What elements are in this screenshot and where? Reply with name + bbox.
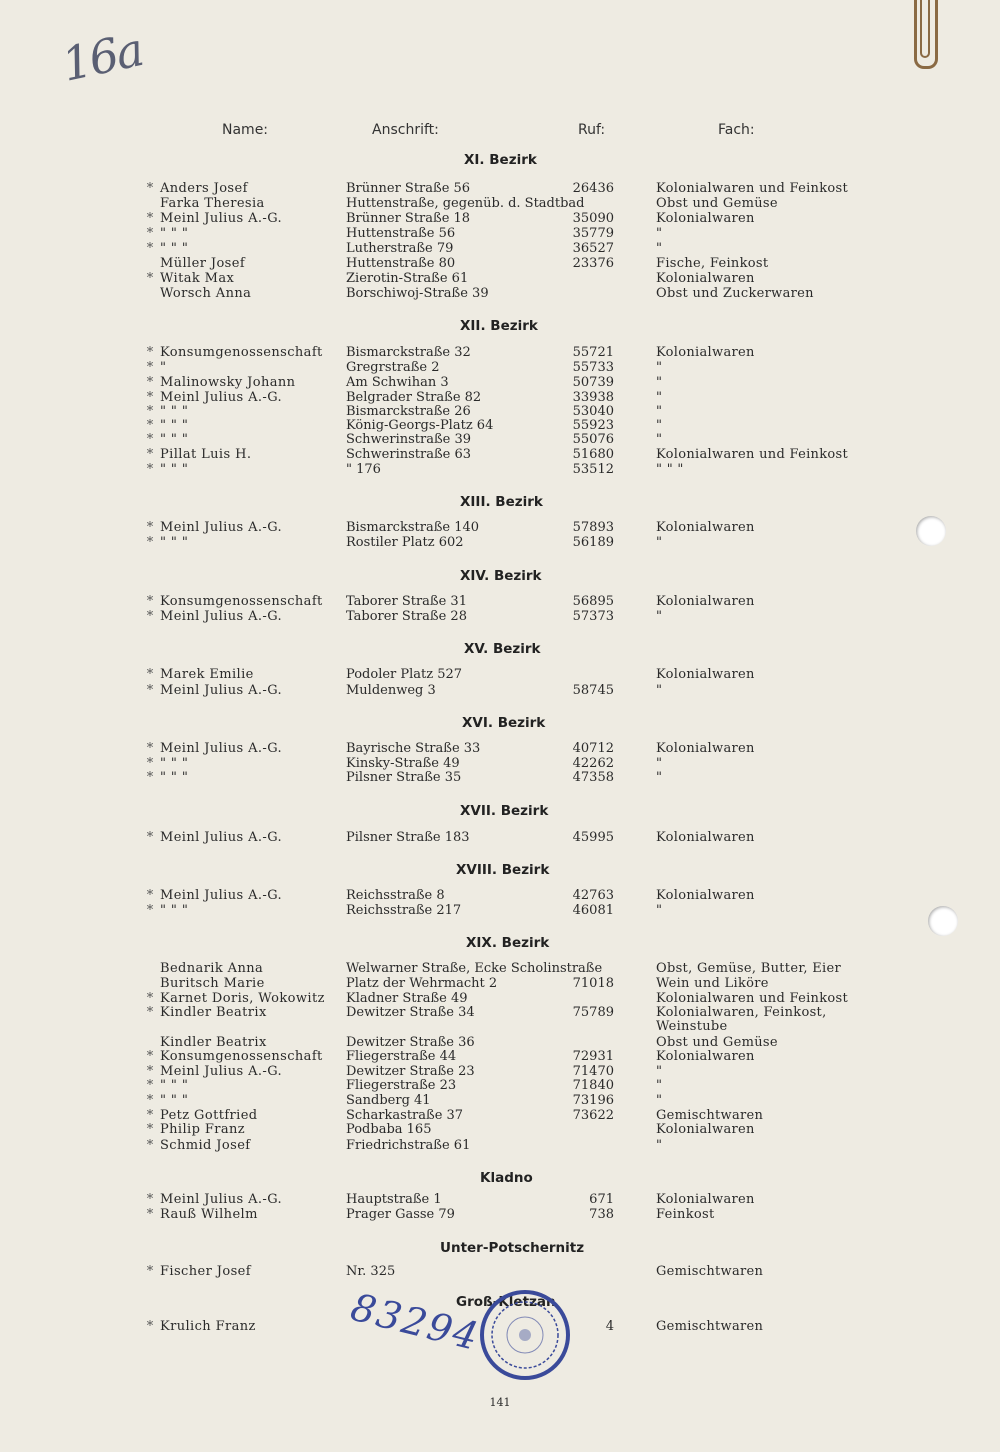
entry-name: " " " xyxy=(160,226,189,241)
entry-address: Platz der Wehrmacht 2 xyxy=(346,976,498,991)
entry-trade: Gemischtwaren xyxy=(656,1264,764,1279)
entry-trade: " xyxy=(656,1078,663,1093)
entry-trade: " " " xyxy=(656,462,684,477)
entry-name: Bednarik Anna xyxy=(160,961,264,976)
entry-trade: " xyxy=(656,418,663,433)
entry-address: Borschiwoj-Straße 39 xyxy=(346,286,489,301)
entry-name: Kindler Beatrix xyxy=(160,1035,267,1050)
entry-address: Bismarckstraße 32 xyxy=(346,345,471,360)
page-number: 141 xyxy=(489,1396,511,1409)
asterisk-mark: * xyxy=(146,241,154,256)
asterisk-mark: * xyxy=(146,271,154,286)
asterisk-mark: * xyxy=(146,432,154,447)
asterisk-mark: * xyxy=(146,609,154,624)
directory-row xyxy=(0,1138,1000,1153)
directory-row xyxy=(0,1264,1000,1279)
entry-name: Krulich Franz xyxy=(160,1319,256,1334)
asterisk-mark: * xyxy=(146,756,154,771)
entry-phone: 53040 xyxy=(572,404,614,419)
entry-trade: Obst und Gemüse xyxy=(656,196,778,211)
entry-phone: 36527 xyxy=(572,241,614,256)
entry-phone: 46081 xyxy=(572,903,614,918)
section-title: XI. Bezirk xyxy=(464,152,537,168)
entry-address: Kladner Straße 49 xyxy=(346,991,468,1006)
entry-name: Konsumgenossenschaft xyxy=(160,1049,323,1064)
asterisk-mark: * xyxy=(146,404,154,419)
directory-row xyxy=(0,1108,1000,1123)
entry-phone: 55733 xyxy=(572,360,614,375)
entry-address: Huttenstraße, gegenüb. d. Stadtbad xyxy=(346,196,585,211)
directory-row xyxy=(0,683,1000,698)
entry-trade: Kolonialwaren xyxy=(656,271,755,286)
entry-phone: 55721 xyxy=(572,345,614,360)
entry-trade: Feinkost xyxy=(656,1207,715,1222)
entry-trade: " xyxy=(656,390,663,405)
directory-row xyxy=(0,256,1000,271)
entry-name: Meinl Julius A.-G. xyxy=(160,1192,283,1207)
entry-name: Petz Gottfried xyxy=(160,1108,258,1123)
paper-clip-inner-icon xyxy=(920,0,930,58)
entry-trade: Obst und Gemüse xyxy=(656,1035,778,1050)
entry-address: Am Schwihan 3 xyxy=(346,375,449,390)
entry-phone: 42763 xyxy=(572,888,614,903)
directory-row xyxy=(0,594,1000,609)
entry-address: Lutherstraße 79 xyxy=(346,241,454,256)
directory-row xyxy=(0,432,1000,447)
entry-trade: Gemischtwaren xyxy=(656,1108,764,1123)
entry-trade: Kolonialwaren, Feinkost, xyxy=(656,1005,827,1020)
entry-trade: Kolonialwaren xyxy=(656,1049,755,1064)
directory-row xyxy=(0,830,1000,845)
entry-address: Friedrichstraße 61 xyxy=(346,1138,471,1153)
asterisk-mark: * xyxy=(146,1122,154,1137)
asterisk-mark: * xyxy=(146,375,154,390)
asterisk-mark: * xyxy=(146,1093,154,1108)
asterisk-mark: * xyxy=(146,1078,154,1093)
directory-row xyxy=(0,1078,1000,1093)
entry-address: Podbaba 165 xyxy=(346,1122,432,1137)
entry-name: Meinl Julius A.-G. xyxy=(160,683,283,698)
entry-phone: 71470 xyxy=(572,1064,614,1079)
entry-trade: Gemischtwaren xyxy=(656,1319,764,1334)
asterisk-mark: * xyxy=(146,770,154,785)
entry-address: " 176 xyxy=(346,462,381,477)
entry-trade: " xyxy=(656,241,663,256)
directory-row xyxy=(0,976,1000,991)
entry-name: Malinowsky Johann xyxy=(160,375,296,390)
entry-phone: 51680 xyxy=(572,447,614,462)
entry-trade: Kolonialwaren xyxy=(656,520,755,535)
asterisk-mark: * xyxy=(146,1138,154,1153)
directory-row xyxy=(0,1005,1000,1020)
section-title: XIV. Bezirk xyxy=(460,568,542,584)
entry-phone: 73196 xyxy=(572,1093,614,1108)
entry-trade: Kolonialwaren xyxy=(656,888,755,903)
entry-phone: 47358 xyxy=(572,770,614,785)
entry-phone: 26436 xyxy=(572,181,614,196)
entry-phone: 56189 xyxy=(572,535,614,550)
header-phone: Ruf: xyxy=(578,122,606,138)
entry-phone: 55076 xyxy=(572,432,614,447)
directory-row xyxy=(0,756,1000,771)
entry-address: Prager Gasse 79 xyxy=(346,1207,455,1222)
asterisk-mark: * xyxy=(146,462,154,477)
entry-phone: 55923 xyxy=(572,418,614,433)
asterisk-mark: * xyxy=(146,226,154,241)
entry-trade: Wein und Liköre xyxy=(656,976,769,991)
entry-address: Sandberg 41 xyxy=(346,1093,431,1108)
entry-trade: " xyxy=(656,404,663,419)
entry-name: " xyxy=(160,360,167,375)
entry-address: Fliegerstraße 23 xyxy=(346,1078,457,1093)
directory-row xyxy=(0,345,1000,360)
entry-name: Konsumgenossenschaft xyxy=(160,594,323,609)
entry-name: " " " xyxy=(160,404,189,419)
asterisk-mark: * xyxy=(146,683,154,698)
directory-row xyxy=(0,404,1000,419)
entry-name: " " " xyxy=(160,241,189,256)
header-trade: Fach: xyxy=(718,122,755,138)
directory-row xyxy=(0,241,1000,256)
directory-row xyxy=(0,888,1000,903)
asterisk-mark: * xyxy=(146,903,154,918)
entry-trade: Obst und Zuckerwaren xyxy=(656,286,814,301)
entry-name: Marek Emilie xyxy=(160,667,254,682)
handwritten-note: 16a xyxy=(57,22,147,92)
entry-trade: " xyxy=(656,770,663,785)
asterisk-mark: * xyxy=(146,211,154,226)
directory-row xyxy=(0,520,1000,535)
entry-name: Meinl Julius A.-G. xyxy=(160,830,283,845)
entry-trade: " xyxy=(656,432,663,447)
entry-phone: 75789 xyxy=(572,1005,614,1020)
entry-name: Witak Max xyxy=(160,271,235,286)
entry-name: " " " xyxy=(160,432,189,447)
asterisk-mark: * xyxy=(146,181,154,196)
entry-trade: " xyxy=(656,375,663,390)
directory-row xyxy=(0,462,1000,477)
entry-phone: 57373 xyxy=(572,609,614,624)
entry-name: Buritsch Marie xyxy=(160,976,265,991)
entry-address: Fliegerstraße 44 xyxy=(346,1049,457,1064)
entry-trade: Kolonialwaren und Feinkost xyxy=(656,447,849,462)
entry-name: Müller Josef xyxy=(160,256,246,271)
entry-phone: 671 xyxy=(589,1192,614,1207)
entry-address: Scharkastraße 37 xyxy=(346,1108,464,1123)
asterisk-mark: * xyxy=(146,535,154,550)
entry-address: Dewitzer Straße 36 xyxy=(346,1035,475,1050)
directory-row xyxy=(0,360,1000,375)
entry-address: Pilsner Straße 35 xyxy=(346,770,462,785)
asterisk-mark: * xyxy=(146,447,154,462)
directory-row xyxy=(0,1122,1000,1137)
asterisk-mark: * xyxy=(146,1005,154,1020)
asterisk-mark: * xyxy=(146,345,154,360)
asterisk-mark: * xyxy=(146,1207,154,1222)
entry-phone: 57893 xyxy=(572,520,614,535)
asterisk-mark: * xyxy=(146,1264,154,1279)
directory-row xyxy=(0,535,1000,550)
asterisk-mark: * xyxy=(146,520,154,535)
entry-address: Huttenstraße 56 xyxy=(346,226,456,241)
entry-address: Brünner Straße 56 xyxy=(346,181,471,196)
entry-address: Taborer Straße 28 xyxy=(346,609,467,624)
entry-address: Dewitzer Straße 23 xyxy=(346,1064,475,1079)
entry-name: Meinl Julius A.-G. xyxy=(160,520,283,535)
directory-row xyxy=(0,447,1000,462)
entry-trade: " xyxy=(656,226,663,241)
asterisk-mark: * xyxy=(146,1108,154,1123)
entry-name: Karnet Doris, Wokowitz xyxy=(160,991,325,1006)
asterisk-mark: * xyxy=(146,1064,154,1079)
directory-row xyxy=(0,375,1000,390)
entry-name: Worsch Anna xyxy=(160,286,252,301)
asterisk-mark: * xyxy=(146,418,154,433)
entry-address: Reichsstraße 217 xyxy=(346,903,462,918)
entry-trade: Kolonialwaren xyxy=(656,830,755,845)
entry-name: Konsumgenossenschaft xyxy=(160,345,323,360)
entry-address: Kinsky-Straße 49 xyxy=(346,756,460,771)
entry-name: Philip Franz xyxy=(160,1122,246,1137)
entry-trade: " xyxy=(656,360,663,375)
entry-address: Schwerinstraße 39 xyxy=(346,432,472,447)
entry-trade: Kolonialwaren und Feinkost xyxy=(656,181,849,196)
entry-address: Muldenweg 3 xyxy=(346,683,436,698)
entry-address: Welwarner Straße, Ecke Scholinstraße xyxy=(346,961,603,976)
entry-trade: Weinstube xyxy=(656,1019,728,1034)
section-title: XIX. Bezirk xyxy=(466,935,550,951)
entry-name: Meinl Julius A.-G. xyxy=(160,211,283,226)
directory-row xyxy=(0,1064,1000,1079)
entry-trade: Obst, Gemüse, Butter, Eier xyxy=(656,961,842,976)
entry-trade: " xyxy=(656,1093,663,1108)
entry-name: Kindler Beatrix xyxy=(160,1005,267,1020)
entry-phone: 35779 xyxy=(572,226,614,241)
section-title: XVII. Bezirk xyxy=(460,803,549,819)
entry-trade: Fische, Feinkost xyxy=(656,256,769,271)
directory-row xyxy=(0,1019,1000,1034)
entry-trade: Kolonialwaren xyxy=(656,1122,755,1137)
asterisk-mark: * xyxy=(146,1192,154,1207)
entry-trade: " xyxy=(656,609,663,624)
stamp-number: 83294 xyxy=(346,1284,485,1360)
entry-address: Bayrische Straße 33 xyxy=(346,741,481,756)
asterisk-mark: * xyxy=(146,1319,154,1334)
entry-name: Meinl Julius A.-G. xyxy=(160,888,283,903)
entry-name: " " " xyxy=(160,770,189,785)
directory-row xyxy=(0,667,1000,682)
section-title: XVI. Bezirk xyxy=(462,715,546,731)
asterisk-mark: * xyxy=(146,991,154,1006)
directory-row xyxy=(0,741,1000,756)
entry-name: Rauß Wilhelm xyxy=(160,1207,258,1222)
entry-phone: 53512 xyxy=(572,462,614,477)
entry-trade: Kolonialwaren xyxy=(656,1192,755,1207)
entry-phone: 56895 xyxy=(572,594,614,609)
entry-address: Hauptstraße 1 xyxy=(346,1192,442,1207)
entry-address: Rostiler Platz 602 xyxy=(346,535,464,550)
entry-address: Reichsstraße 8 xyxy=(346,888,445,903)
entry-name: Anders Josef xyxy=(160,181,248,196)
asterisk-mark: * xyxy=(146,390,154,405)
section-title: XVIII. Bezirk xyxy=(456,862,550,878)
entry-name: Schmid Josef xyxy=(160,1138,251,1153)
entry-name: Meinl Julius A.-G. xyxy=(160,390,283,405)
section-title: XIII. Bezirk xyxy=(460,494,543,510)
entry-phone: 23376 xyxy=(572,256,614,271)
entry-name: Pillat Luis H. xyxy=(160,447,252,462)
entry-address: Zierotin-Straße 61 xyxy=(346,271,469,286)
entry-phone: 4 xyxy=(605,1319,614,1334)
entry-trade: " xyxy=(656,756,663,771)
entry-phone: 73622 xyxy=(572,1108,614,1123)
entry-trade: " xyxy=(656,1138,663,1153)
entry-trade: Kolonialwaren xyxy=(656,211,755,226)
directory-row xyxy=(0,1207,1000,1222)
asterisk-mark: * xyxy=(146,830,154,845)
asterisk-mark: * xyxy=(146,594,154,609)
entry-trade: " xyxy=(656,1064,663,1079)
entry-address: Brünner Straße 18 xyxy=(346,211,471,226)
directory-row xyxy=(0,390,1000,405)
entry-address: Taborer Straße 31 xyxy=(346,594,467,609)
directory-row xyxy=(0,1035,1000,1050)
entry-address: Nr. 325 xyxy=(346,1264,396,1279)
entry-trade: " xyxy=(656,903,663,918)
entry-address: Podoler Platz 527 xyxy=(346,667,463,682)
section-title: XII. Bezirk xyxy=(460,318,538,334)
directory-row xyxy=(0,196,1000,211)
entry-name: " " " xyxy=(160,462,189,477)
entry-phone: 35090 xyxy=(572,211,614,226)
entry-phone: 33938 xyxy=(572,390,614,405)
section-title: XV. Bezirk xyxy=(464,641,541,657)
directory-row xyxy=(0,418,1000,433)
entry-trade: Kolonialwaren xyxy=(656,594,755,609)
directory-row xyxy=(0,609,1000,624)
directory-row xyxy=(0,181,1000,196)
directory-row xyxy=(0,961,1000,976)
entry-trade: " xyxy=(656,683,663,698)
section-title: Unter-Potschernitz xyxy=(440,1240,585,1256)
entry-name: Fischer Josef xyxy=(160,1264,251,1279)
directory-row xyxy=(0,1049,1000,1064)
entry-name: " " " xyxy=(160,1078,189,1093)
entry-phone: 42262 xyxy=(572,756,614,771)
entry-trade: Kolonialwaren xyxy=(656,741,755,756)
entry-address: Belgrader Straße 82 xyxy=(346,390,482,405)
entry-name: Farka Theresia xyxy=(160,196,265,211)
entry-trade: Kolonialwaren xyxy=(656,345,755,360)
entry-address: Pilsner Straße 183 xyxy=(346,830,470,845)
round-seal-stamp-icon xyxy=(478,1288,572,1382)
directory-row xyxy=(0,991,1000,1006)
entry-name: Meinl Julius A.-G. xyxy=(160,609,283,624)
entry-address: Bismarckstraße 140 xyxy=(346,520,480,535)
asterisk-mark: * xyxy=(146,888,154,903)
entry-name: " " " xyxy=(160,535,189,550)
entry-name: " " " xyxy=(160,418,189,433)
entry-address: Dewitzer Straße 34 xyxy=(346,1005,475,1020)
entry-address: Huttenstraße 80 xyxy=(346,256,456,271)
entry-phone: 40712 xyxy=(572,741,614,756)
entry-address: Gregrstraße 2 xyxy=(346,360,440,375)
directory-row xyxy=(0,903,1000,918)
directory-row xyxy=(0,770,1000,785)
asterisk-mark: * xyxy=(146,741,154,756)
entry-phone: 71840 xyxy=(572,1078,614,1093)
directory-row xyxy=(0,226,1000,241)
header-name: Name: xyxy=(222,122,269,138)
entry-address: König-Georgs-Platz 64 xyxy=(346,418,494,433)
entry-name: Meinl Julius A.-G. xyxy=(160,741,283,756)
section-title: Kladno xyxy=(480,1170,533,1186)
asterisk-mark: * xyxy=(146,667,154,682)
entry-name: Meinl Julius A.-G. xyxy=(160,1064,283,1079)
entry-name: " " " xyxy=(160,903,189,918)
asterisk-mark: * xyxy=(146,360,154,375)
entry-trade: Kolonialwaren und Feinkost xyxy=(656,991,849,1006)
entry-trade: " xyxy=(656,535,663,550)
directory-row xyxy=(0,211,1000,226)
entry-phone: 738 xyxy=(589,1207,614,1222)
directory-row xyxy=(0,286,1000,301)
entry-phone: 72931 xyxy=(572,1049,614,1064)
entry-phone: 45995 xyxy=(572,830,614,845)
entry-name: " " " xyxy=(160,756,189,771)
section-title: Groß-Kletzan xyxy=(456,1294,556,1310)
entry-address: Schwerinstraße 63 xyxy=(346,447,472,462)
directory-row xyxy=(0,1192,1000,1207)
entry-trade: Kolonialwaren xyxy=(656,667,755,682)
entry-phone: 71018 xyxy=(572,976,614,991)
entry-name: " " " xyxy=(160,1093,189,1108)
directory-row xyxy=(0,271,1000,286)
directory-row xyxy=(0,1093,1000,1108)
header-address: Anschrift: xyxy=(372,122,439,138)
asterisk-mark: * xyxy=(146,1049,154,1064)
entry-phone: 58745 xyxy=(572,683,614,698)
entry-phone: 50739 xyxy=(572,375,614,390)
entry-address: Bismarckstraße 26 xyxy=(346,404,471,419)
